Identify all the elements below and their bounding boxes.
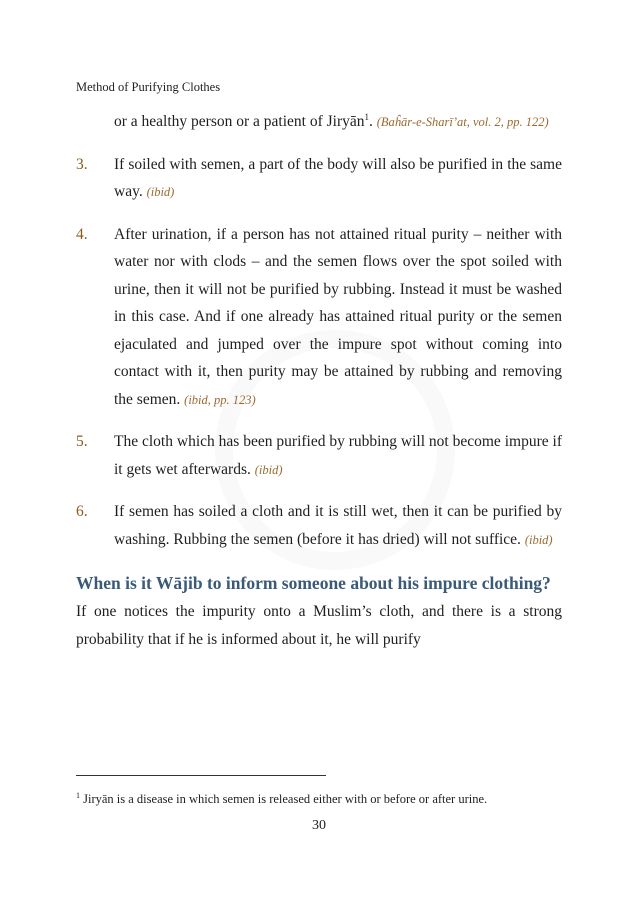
continuation-item: or a healthy person or a patient of Jiryān$^1$. (Baĥār-e-Sharī’at, vol. 2, pp. 122) (114, 111, 549, 130)
footnote-divider (76, 775, 326, 776)
list-item (76, 498, 562, 554)
item-text: If soiled with semen, a part of the body will also be purified in the same way. (114, 155, 562, 200)
item-number: 3. (76, 155, 88, 173)
list-item (76, 221, 562, 415)
footnote (76, 790, 562, 808)
footnote-marker: 1 (364, 111, 369, 122)
body-paragraph: If one notices the impurity onto a Muslim’s cloth, and there is a strong probability that if he is informed about it, he will purify (76, 603, 562, 648)
reference-citation: (ibid) (146, 185, 175, 199)
list-item (76, 428, 562, 484)
item-number: 5. (76, 433, 88, 450)
reference-citation: (ibid, pp. 123) (184, 392, 256, 407)
item-text: If semen has soiled a cloth and it is still wet, then it can be purified by washing. Rubbing the semen (before it has dried) will not suffice. (114, 503, 562, 548)
item-number: 4. (76, 225, 88, 243)
main-content (76, 108, 562, 653)
reference-citation: (Baĥār-e-Sharī’at, vol. 2, pp. 122) (376, 115, 549, 129)
footnote-number: 1 (76, 790, 80, 800)
reference-citation: (ibid) (254, 462, 283, 477)
section-heading: When is it Wājib to inform someone about his impure clothing? (76, 573, 551, 593)
page-number: 30 (312, 818, 326, 833)
item-number: 6. (76, 503, 88, 520)
footnote-text: Jiryān is a disease in which semen is released either with or before or after urine. (80, 792, 488, 806)
item-text: The cloth which has been purified by rubbing will not become impure if it gets wet afterwards. (114, 433, 562, 478)
running-header: Method of Purifying Clothes (76, 80, 221, 94)
reference-citation: (ibid) (524, 532, 553, 547)
continuation-text: or a healthy person or a patient of Jiryān (114, 113, 365, 130)
item-text: After urination, if a person has not attained ritual purity – neither with water nor with clods – and the semen flows over the spot soiled with urine, then it will not be purified by rubbing. Instead it must be washed in this case. And if one already has attained ritual purity or the semen ejaculated and jumped over the impure spot without coming into contact with it, then purity may be attained by rubbing and removing the semen. (114, 225, 562, 408)
list-item (76, 151, 562, 207)
